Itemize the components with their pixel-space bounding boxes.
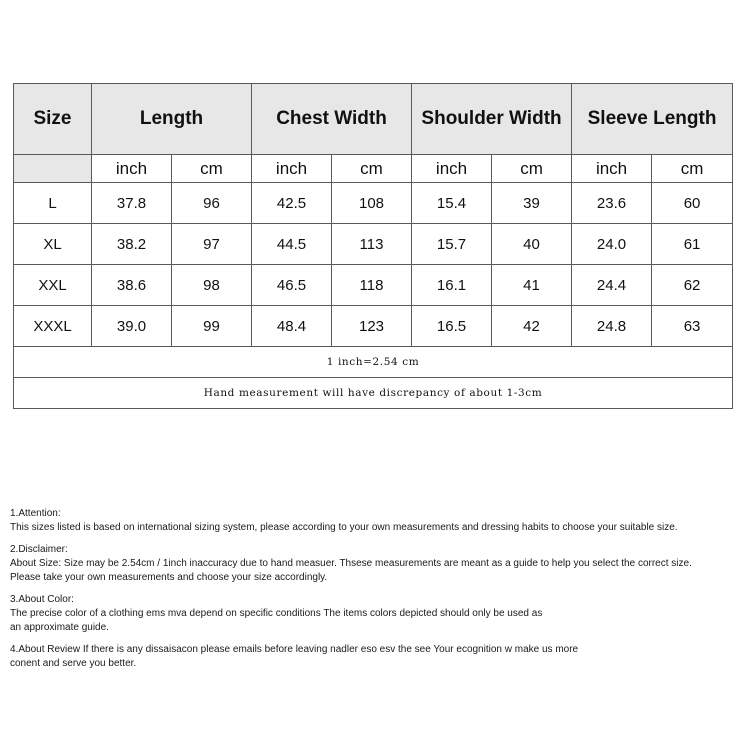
table-row — [14, 183, 733, 224]
unit-cell: inch — [92, 155, 172, 183]
note-line: 4.About Review If there is any dissaisacon please emails before leaving nadler eso esv the see Your ecognition w make us more — [10, 644, 579, 655]
value-cell: 48.4 — [252, 306, 332, 347]
conversion-note: 1 inch=2.54 cm — [14, 347, 733, 378]
value-cell: 15.4 — [412, 183, 492, 224]
unit-cell: cm — [652, 155, 733, 183]
value-cell: 60 — [652, 183, 733, 224]
table-row — [14, 224, 733, 265]
note-line: 2.Disclaimer: — [10, 544, 68, 555]
value-cell: 37.8 — [92, 183, 172, 224]
note-line: conent and serve you better. — [10, 658, 137, 669]
value-cell: 16.5 — [412, 306, 492, 347]
note-line: This sizes listed is based on international sizing system, please according to your own measurements and dressing habits to choose your suitable size. — [10, 522, 678, 533]
header-sleeve-length: Sleeve Length — [572, 84, 733, 155]
table-row — [14, 265, 733, 306]
discrepancy-note: Hand measurement will have discrepancy of about 1-3cm — [14, 378, 733, 409]
unit-cell: inch — [412, 155, 492, 183]
value-cell: 46.5 — [252, 265, 332, 306]
value-cell: 16.1 — [412, 265, 492, 306]
size-cell: XXXL — [14, 306, 92, 347]
value-cell: 123 — [332, 306, 412, 347]
unit-cell: inch — [252, 155, 332, 183]
value-cell: 15.7 — [412, 224, 492, 265]
attention-note — [10, 507, 745, 535]
value-cell: 96 — [172, 183, 252, 224]
notes-section — [10, 507, 745, 679]
unit-cell: cm — [172, 155, 252, 183]
note-line: 3.About Color: — [10, 594, 74, 605]
header-size: Size — [14, 84, 92, 155]
value-cell: 39.0 — [92, 306, 172, 347]
value-cell: 39 — [492, 183, 572, 224]
value-cell: 24.8 — [572, 306, 652, 347]
units-blank-cell — [14, 155, 92, 183]
value-cell: 24.0 — [572, 224, 652, 265]
table-row — [14, 306, 733, 347]
header-chest-width: Chest Width — [252, 84, 412, 155]
value-cell: 24.4 — [572, 265, 652, 306]
value-cell: 118 — [332, 265, 412, 306]
value-cell: 41 — [492, 265, 572, 306]
note-line: 1.Attention: — [10, 508, 61, 519]
note-line: Please take your own measurements and choose your size accordingly. — [10, 572, 328, 583]
size-cell: L — [14, 183, 92, 224]
units-row — [14, 155, 733, 183]
value-cell: 61 — [652, 224, 733, 265]
note-line: an approximate guide. — [10, 622, 109, 633]
review-note — [10, 643, 745, 671]
value-cell: 99 — [172, 306, 252, 347]
header-shoulder-width: Shoulder Width — [412, 84, 572, 155]
value-cell: 44.5 — [252, 224, 332, 265]
unit-cell: cm — [492, 155, 572, 183]
size-chart-table — [13, 83, 733, 409]
color-note — [10, 593, 745, 635]
unit-cell: inch — [572, 155, 652, 183]
note-line: About Size: Size may be 2.54cm / 1inch inaccuracy due to hand measuer. Thsese measurements are meant as a guide to help you select the correct size. — [10, 558, 692, 569]
value-cell: 98 — [172, 265, 252, 306]
value-cell: 42.5 — [252, 183, 332, 224]
conversion-note-row — [14, 347, 733, 378]
header-row — [14, 84, 733, 155]
disclaimer-note — [10, 543, 745, 585]
size-cell: XL — [14, 224, 92, 265]
value-cell: 40 — [492, 224, 572, 265]
value-cell: 38.2 — [92, 224, 172, 265]
value-cell: 42 — [492, 306, 572, 347]
value-cell: 62 — [652, 265, 733, 306]
value-cell: 113 — [332, 224, 412, 265]
discrepancy-note-row — [14, 378, 733, 409]
value-cell: 38.6 — [92, 265, 172, 306]
header-length: Length — [92, 84, 252, 155]
note-line: The precise color of a clothing ems mva depend on specific conditions The items colors depicted should only be used as — [10, 608, 543, 619]
value-cell: 97 — [172, 224, 252, 265]
size-cell: XXL — [14, 265, 92, 306]
value-cell: 23.6 — [572, 183, 652, 224]
value-cell: 63 — [652, 306, 733, 347]
unit-cell: cm — [332, 155, 412, 183]
value-cell: 108 — [332, 183, 412, 224]
